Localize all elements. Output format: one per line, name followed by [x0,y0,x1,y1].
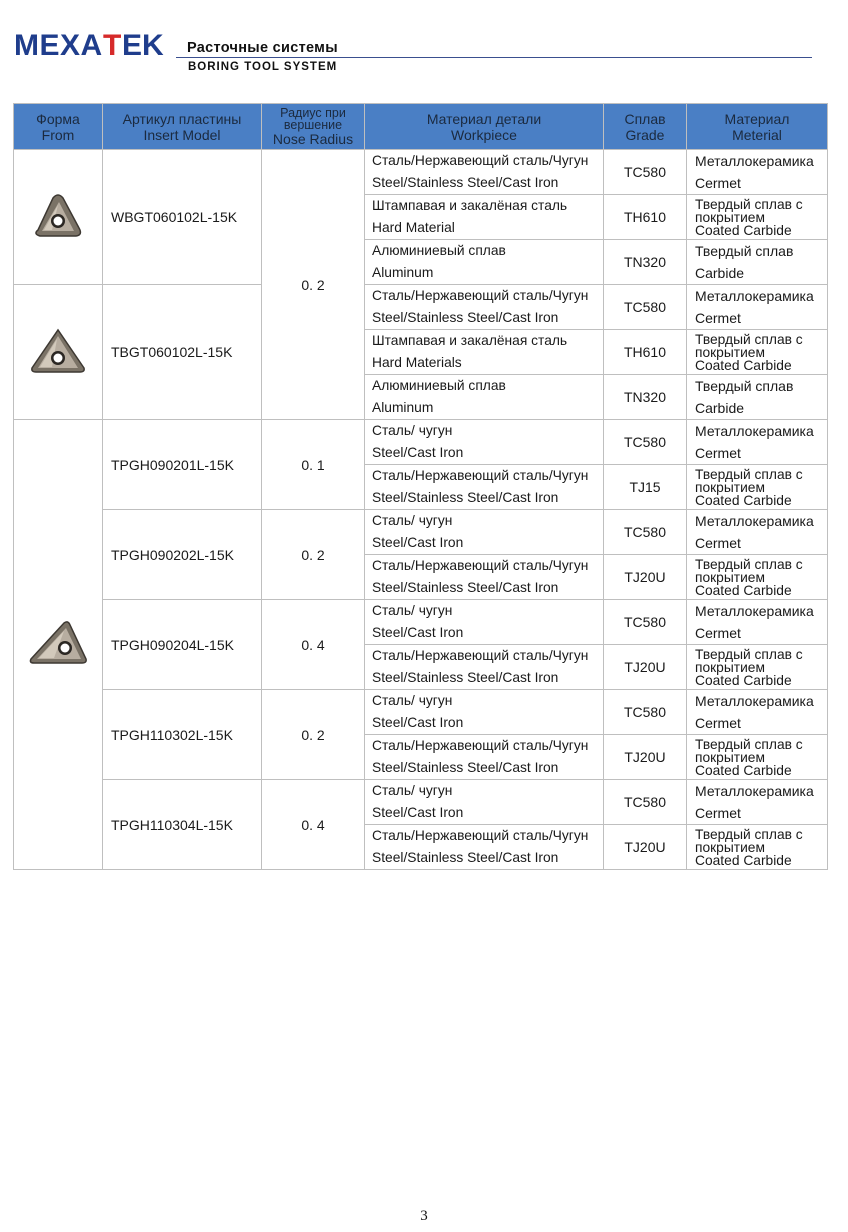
grade-cell: TC580 [604,510,687,555]
page-number: 3 [420,1208,428,1224]
insert-model-tpgh090204l: TPGH090204L-15K [103,600,262,690]
header-form: Форма From [14,104,103,150]
workpiece-cell: Сталь/ чугун Steel/Cast Iron [365,420,604,465]
svg-text:T: T [103,30,122,62]
workpiece-cell: Сталь/Нержавеющий сталь/Чугун Steel/Stainless Steel/Cast Iron [365,150,604,195]
header-title-ru: Расточные системы [187,40,338,56]
grade-cell: TJ20U [604,555,687,600]
insert-model-tbgt060102l: TBGT060102L-15K [103,285,262,420]
grade-cell: TJ20U [604,645,687,690]
grade-cell: TH610 [604,195,687,240]
material-cell: Металлокерамика Cermet [687,600,828,645]
insert-model-tpgh110304l: TPGH110304L-15K [103,780,262,870]
material-cell: Твердый сплав с покрытием Coated Carbide [687,330,828,375]
grade-cell: TC580 [604,420,687,465]
insert-model-tpgh090202l: TPGH090202L-15K [103,510,262,600]
material-cell: Твердый сплав с покрытием Coated Carbide [687,465,828,510]
grade-cell: TJ20U [604,825,687,870]
workpiece-cell: Штампавая и закалёная сталь Hard Material [365,195,604,240]
material-cell: Твердый сплав с покрытием Coated Carbide [687,645,828,690]
grade-cell: TC580 [604,600,687,645]
material-cell: Твердый сплав с покрытием Coated Carbide [687,735,828,780]
table-row [14,600,828,645]
nose-radius-cell: 0. 4 [262,780,365,870]
table-row [14,420,828,465]
workpiece-cell: Сталь/Нержавеющий сталь/Чугун Steel/Stainless Steel/Cast Iron [365,645,604,690]
header-workpiece: Материал детали Workpiece [365,104,604,150]
workpiece-cell: Сталь/ чугун Steel/Cast Iron [365,690,604,735]
workpiece-cell: Сталь/Нержавеющий сталь/Чугун Steel/Stainless Steel/Cast Iron [365,735,604,780]
svg-text:MEXA: MEXA [14,30,103,62]
material-cell: Твердый сплав с покрытием Coated Carbide [687,555,828,600]
material-cell: Металлокерамика Cermet [687,285,828,330]
material-cell: Твердый сплав с покрытием Coated Carbide [687,195,828,240]
nose-radius-cell: 0. 4 [262,600,365,690]
svg-text:EK: EK [122,30,164,62]
nose-radius-cell: 0. 2 [262,690,365,780]
page-header [0,0,848,90]
workpiece-cell: Сталь/Нержавеющий сталь/Чугун Steel/Stainless Steel/Cast Iron [365,555,604,600]
grade-cell: TC580 [604,285,687,330]
grade-cell: TC580 [604,150,687,195]
nose-radius-cell: 0. 1 [262,420,365,510]
material-cell: Твердый сплав с покрытием Coated Carbide [687,825,828,870]
header-insert-model: Артикул пластины Insert Model [103,104,262,150]
workpiece-cell: Сталь/ чугун Steel/Cast Iron [365,600,604,645]
workpiece-cell: Сталь/Нержавеющий сталь/Чугун Steel/Stainless Steel/Cast Iron [365,285,604,330]
grade-cell: TJ15 [604,465,687,510]
material-cell: Металлокерамика Cermet [687,780,828,825]
table-header-row [14,104,828,150]
insert-model-wbgt060102l: WBGT060102L-15K [103,150,262,285]
header-title-en: BORING TOOL SYSTEM [188,61,338,73]
material-cell: Твердый сплав Carbide [687,240,828,285]
material-cell: Твердый сплав Carbide [687,375,828,420]
workpiece-cell: Алюминиевый сплав Aluminum [365,240,604,285]
nose-radius-shared: 0. 2 [262,150,365,420]
nose-radius-cell: 0. 2 [262,510,365,600]
tpgh-insert-icon [14,420,103,870]
insert-spec-table [13,103,828,870]
table-row [14,285,828,330]
table-row [14,780,828,825]
header-grade: Сплав Grade [604,104,687,150]
tbgt-insert-icon [14,285,103,420]
workpiece-cell: Сталь/ чугун Steel/Cast Iron [365,510,604,555]
workpiece-cell: Сталь/ чугун Steel/Cast Iron [365,780,604,825]
header-nose-radius: Радиус при вершение Nose Radius [262,104,365,150]
wbgt-insert-icon [14,150,103,285]
grade-cell: TJ20U [604,735,687,780]
workpiece-cell: Сталь/Нержавеющий сталь/Чугун Steel/Stainless Steel/Cast Iron [365,825,604,870]
grade-cell: TC580 [604,690,687,735]
workpiece-cell: Сталь/Нержавеющий сталь/Чугун Steel/Stainless Steel/Cast Iron [365,465,604,510]
workpiece-cell: Алюминиевый сплав Aluminum [365,375,604,420]
material-cell: Металлокерамика Cermet [687,420,828,465]
grade-cell: TN320 [604,240,687,285]
material-cell: Металлокерамика Cermet [687,510,828,555]
insert-model-tpgh090201l: TPGH090201L-15K [103,420,262,510]
material-cell: Металлокерамика Cermet [687,690,828,735]
header-rule [176,57,812,58]
grade-cell: TH610 [604,330,687,375]
header-material: Материал Meterial [687,104,828,150]
table-row [14,690,828,735]
workpiece-cell: Штампавая и закалёная сталь Hard Materials [365,330,604,375]
table-row [14,150,828,195]
table-row [14,510,828,555]
insert-model-tpgh110302l: TPGH110302L-15K [103,690,262,780]
grade-cell: TN320 [604,375,687,420]
mexatek-logo [14,30,174,62]
material-cell: Металлокерамика Cermet [687,150,828,195]
grade-cell: TC580 [604,780,687,825]
